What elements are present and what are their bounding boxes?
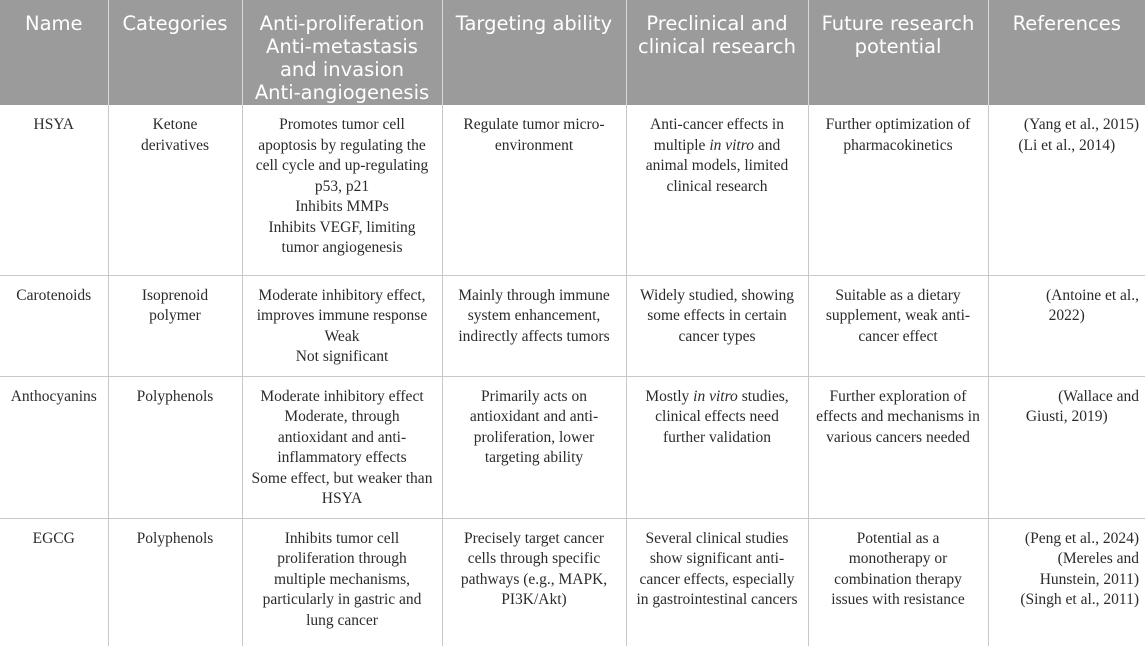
- cell-targeting: Mainly through immune system enhancement, indirectly affects tumors: [442, 275, 626, 376]
- research-line: multiple in vitro and: [653, 136, 781, 154]
- cell-category: Polyphenols: [108, 518, 242, 646]
- cell-research: Mostly in vitro studies, clinical effects need further validation: [626, 376, 808, 518]
- header-name: Name: [0, 0, 108, 105]
- header-row: [0, 0, 1145, 105]
- cell-potential: Further exploration of effects and mechanisms in various cancers needed: [808, 376, 988, 518]
- cell-name: EGCG: [0, 518, 108, 646]
- cell-references: (Wallace and Giusti, 2019): [988, 376, 1145, 518]
- cell-effects: Moderate inhibitory effect Moderate, through antioxidant and anti- inflammatory effects Some effect, but weaker than HSYA: [242, 376, 442, 518]
- cell-name: Anthocyanins: [0, 376, 108, 518]
- header-categories: Categories: [108, 0, 242, 105]
- cell-potential: Suitable as a dietary supplement, weak anti- cancer effect: [808, 275, 988, 376]
- cell-category: Isoprenoid polymer: [108, 275, 242, 376]
- header-research: Preclinical and clinical research: [626, 0, 808, 105]
- table-row-egcg: [0, 518, 1145, 646]
- cell-research: Several clinical studies show significant anti- cancer effects, especially in gastrointestinal cancers: [626, 518, 808, 646]
- header-effects: Anti-proliferation Anti-metastasis and invasion Anti-angiogenesis: [242, 0, 442, 105]
- cell-name: Carotenoids: [0, 275, 108, 376]
- cell-name: HSYA: [0, 105, 108, 275]
- cell-references: (Peng et al., 2024) (Mereles and Hunstein, 2011) (Singh et al., 2011): [1020, 529, 1139, 608]
- cell-effects: Moderate inhibitory effect, improves immune response Weak Not significant: [242, 275, 442, 376]
- table-row-carotenoids: [0, 275, 1145, 376]
- header-potential: Future research potential: [808, 0, 988, 105]
- cell-effects: Inhibits tumor cell proliferation through multiple mechanisms, particularly in gastric and lung cancer: [242, 518, 442, 646]
- cell-references: (Antoine et al., 2022): [988, 275, 1145, 376]
- header-targeting: Targeting ability: [442, 0, 626, 105]
- cell-targeting: Regulate tumor micro- environment: [442, 105, 626, 275]
- research-line: Mostly in vitro studies,: [645, 387, 789, 405]
- cell-targeting: Precisely target cancer cells through specific pathways (e.g., MAPK, PI3K/Akt): [442, 518, 626, 646]
- cell-targeting: Primarily acts on antioxidant and anti- proliferation, lower targeting ability: [442, 376, 626, 518]
- cell-category: Ketone derivatives: [108, 105, 242, 275]
- table-row-hsya: [0, 105, 1145, 275]
- cell-category: Polyphenols: [108, 376, 242, 518]
- cell-research: Widely studied, showing some effects in certain cancer types: [626, 275, 808, 376]
- table-row-anthocyanins: [0, 376, 1145, 518]
- cell-references: (Yang et al., 2015) (Li et al., 2014): [988, 105, 1145, 275]
- cell-potential: Potential as a monotherapy or combination therapy issues with resistance: [808, 518, 988, 646]
- cell-potential: Further optimization of pharmacokinetics: [808, 105, 988, 275]
- header-references: References: [988, 0, 1145, 105]
- cell-research: Anti-cancer effects in multiple in vitro and animal models, limited clinical research: [626, 105, 808, 275]
- cell-effects: Promotes tumor cell apoptosis by regulating the cell cycle and up-regulating p53, p21 Inhibits MMPs Inhibits VEGF, limiting tumor angiogenesis: [242, 105, 442, 275]
